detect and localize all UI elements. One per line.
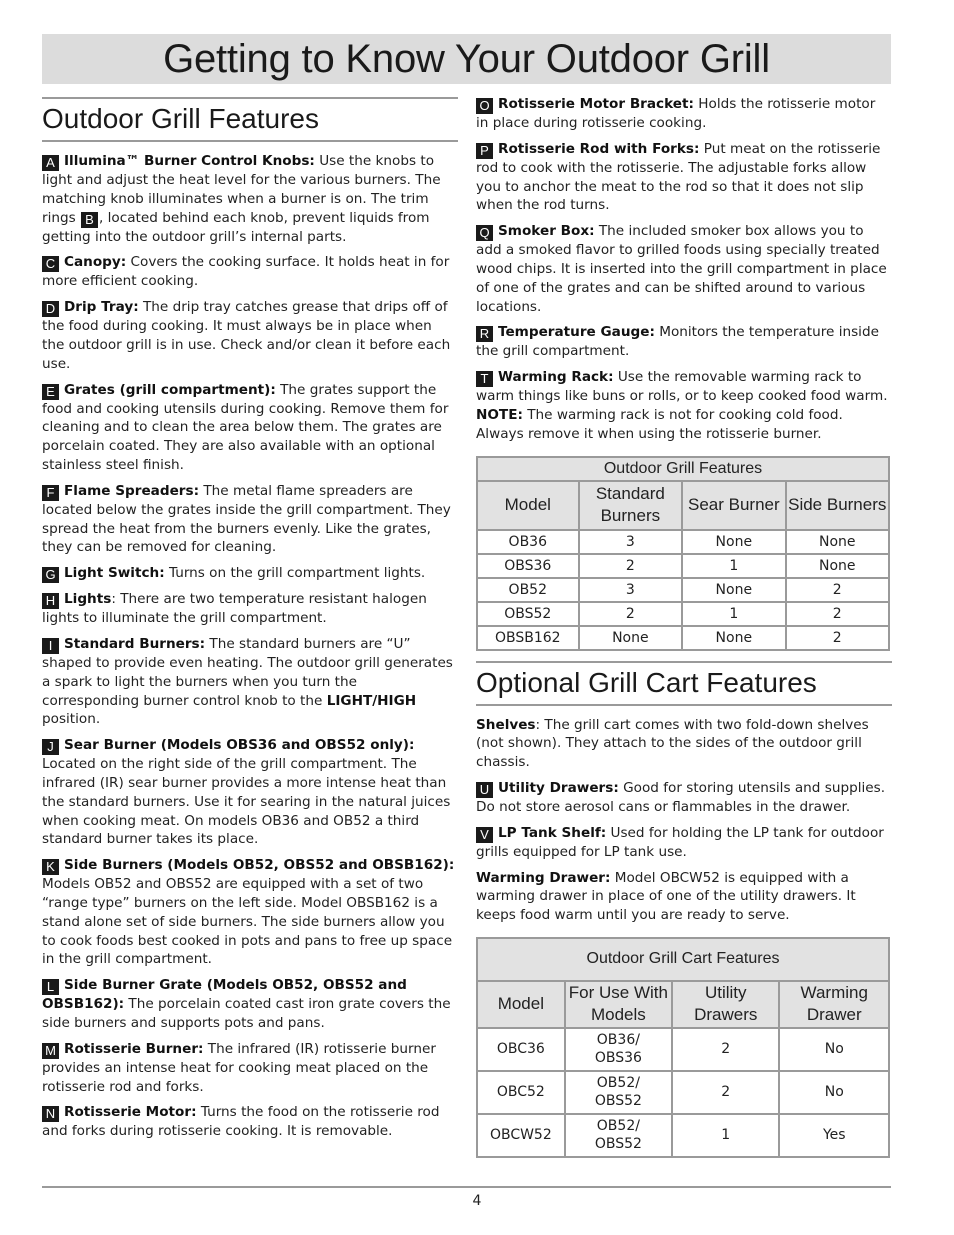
feature-letter-badge: P [476,143,493,159]
feature-item [42,736,458,849]
table-cell: OB52/ OBS52 [565,1114,672,1157]
features-heading: Outdoor Grill Features [42,103,319,134]
column-header: For Use With Models [565,981,672,1028]
table-row [477,1028,889,1071]
feature-title: Standard Burners: [64,635,206,652]
table-row [477,626,889,650]
feature-title: Rotisserie Motor Bracket: [498,96,694,112]
feature-title: Warming Drawer: [476,869,611,886]
table-row [477,1114,889,1157]
column-header: Model [477,981,565,1028]
feature-item [42,856,458,969]
feature-letter-badge: B [81,212,98,228]
table-cell: None [682,626,785,650]
cart-table [476,937,890,1158]
right-feature-list [476,95,892,444]
feature-text: position. [42,711,101,728]
cart-heading-block [476,661,892,706]
feature-text: : The grill cart comes with two fold-down shelves (not shown). They attach to the sides of the outdoor grill chassis. [476,716,869,771]
cart-feature-list [476,716,892,925]
table-cell: 1 [672,1114,779,1157]
column-header: Warming Drawer [779,981,889,1028]
feature-emphasis: NOTE: [476,406,523,423]
feature-text: The metal flame spreaders are located below the grates inside the grill compartment. They spread the heat from the burners evenly. Like the grates, they can be removed for cleaning. [42,482,451,556]
feature-title: Rotisserie Burner: [64,1040,204,1057]
feature-letter-badge: F [42,485,59,501]
table-cell: 2 [672,1028,779,1071]
feature-text: The porcelain coated cast iron grate covers the side burners and supports pots and pans. [42,996,451,1031]
feature-item [476,779,892,817]
table-row [477,602,889,626]
table-row [477,530,889,554]
feature-text: Turns the food on the rotisserie rod and forks during rotisserie cooking. It is removable. [42,1104,440,1140]
feature-title: Illumina™ Burner Control Knobs: [64,153,315,169]
feature-emphasis: LIGHT/HIGH [326,692,417,709]
page-title: Getting to Know Your Outdoor Grill [163,37,770,81]
feature-text: The standard burners are “U” shaped to provide even heating. The outdoor grill generates a spark to light the burners when you turn the corresponding burner control knob to the [42,635,453,709]
table-cell: 1 [682,554,785,578]
table-cell: OB36 [477,530,579,554]
feature-letter-badge: Q [476,225,493,241]
column-header: Side Burners [786,481,890,530]
feature-title: Utility Drawers: [498,779,619,796]
table-cell: OB52/ OBS52 [565,1071,672,1114]
feature-title: Temperature Gauge: [498,324,655,341]
feature-text: Holds the rotisserie motor in place during rotisserie cooking. [476,96,876,131]
features-heading-block [42,97,458,142]
feature-text: : There are two temperature resistant halogen lights to illuminate the grill compartment. [42,591,427,627]
table-row [477,578,889,602]
table-cell: No [779,1071,889,1114]
feature-item [42,635,458,729]
feature-letter-badge: G [42,567,59,583]
feature-text: Used for holding the LP tank for outdoor grills equipped for LP tank use. [476,824,884,860]
column-header: Standard Burners [579,481,683,530]
table-cell: 1 [682,602,785,626]
table-cell: 2 [672,1071,779,1114]
feature-text: The included smoker box allows you to add a smoked flavor to grilled foods using specially treated wood chips. It is inserted into the grill compartment in place of one of the grates and can be shifted around to various locations. [476,223,887,315]
table-cell: 2 [786,578,890,602]
table-cell: None [786,554,890,578]
table-cell: None [682,578,785,602]
feature-letter-badge: H [42,593,59,609]
feature-title: Light Switch: [64,565,165,582]
feature-title: Rotisserie Motor: [64,1104,197,1121]
column-header: Utility Drawers [672,981,779,1028]
feature-title: Rotisserie Rod with Forks: [498,140,700,157]
feature-letter-badge: K [42,859,59,875]
table-cell: OB52 [477,578,579,602]
table-cell: 2 [579,554,683,578]
feature-letter-badge: V [476,827,493,843]
cart-table-header [477,981,889,1028]
feature-item [42,564,458,583]
table-row [477,1071,889,1114]
feature-text: Good for storing utensils and supplies. Do not store aerosol cans or flammables in the drawer. [476,779,886,815]
table-cell: Yes [779,1114,889,1157]
feature-item [42,976,458,1033]
cart-heading: Optional Grill Cart Features [476,666,817,698]
feature-text: The grates support the food and cooking utensils during cooking. Remove them for cleaning and to clean the area below them. The grates are porcelain coated. They are also available with an optional stainless steel finish. [42,381,449,473]
table-cell: 3 [579,578,683,602]
table-cell: None [579,626,683,650]
feature-title: Grates (grill compartment): [64,381,276,398]
feature-text: Models OB52 and OBS52 are equipped with a set of two “range type” burners on the left side. Model OBSB162 is a stand alone set of side burners. The side burners allow you to cook foods best cooked in pots and pans to free up space in the grill compartment. [42,876,453,968]
feature-letter-badge: A [42,155,59,171]
page-number: 4 [472,1193,482,1209]
feature-item [42,1040,458,1097]
feature-title: LP Tank Shelf: [498,824,607,841]
feature-item [476,140,892,215]
right-column [476,95,892,1158]
feature-text: The warming rack is not for cooking cold food. Always remove it when using the rotisserie burner. [476,406,843,442]
feature-title: Drip Tray: [64,299,139,316]
feature-title: Flame Spreaders: [64,482,200,499]
table-cell: None [682,530,785,554]
features-table [476,456,890,651]
feature-item [42,253,458,291]
feature-text: Model OBCW52 is equipped with a warming drawer in place of one of the utility drawers. It keeps food warm until you are ready to serve. [476,869,856,924]
column-header: Model [477,481,579,530]
feature-letter-badge: N [42,1106,59,1122]
table-cell: OBC52 [477,1071,565,1114]
feature-text: Turns on the grill compartment lights. [164,565,426,582]
footer-divider [42,1186,891,1188]
table-cell: 2 [786,626,890,650]
feature-item [42,482,458,557]
table-cell: OBSB162 [477,626,579,650]
feature-title: Side Burner Grate (Models OB52, OBS52 and OBSB162): [42,977,407,1013]
cart-table-caption: Outdoor Grill Cart Features [477,938,889,981]
title-banner [42,34,891,84]
features-table-caption: Outdoor Grill Features [477,457,889,481]
table-cell: OBS36 [477,554,579,578]
features-table-header [477,481,889,530]
table-cell: None [786,530,890,554]
table-cell: OBS52 [477,602,579,626]
feature-item [42,590,458,628]
feature-text: The infrared (IR) rotisserie burner provides an intense heat for cooking meat placed on the rotisserie rod and forks. [42,1040,436,1095]
table-cell: OB36/ OBS36 [565,1028,672,1071]
feature-item [42,1103,458,1141]
feature-title: Shelves [476,716,536,733]
left-column [42,97,458,1148]
feature-item [42,152,458,246]
feature-text: Monitors the temperature inside the grill compartment. [476,324,879,360]
feature-letter-badge: U [476,782,493,798]
table-cell: No [779,1028,889,1071]
feature-item [476,222,892,316]
feature-item [476,323,892,361]
feature-letter-badge: I [42,638,59,654]
feature-letter-badge: E [42,384,59,400]
feature-text: Use the removable warming rack to warm things like buns or rolls, or to keep cooked food warm. [476,369,888,405]
feature-title: Warming Rack: [498,369,614,386]
feature-title: Side Burners (Models OB52, OBS52 and OBSB162): [64,857,455,874]
column-header: Sear Burner [682,481,785,530]
feature-text: Located on the right side of the grill compartment. The infrared (IR) sear burner provides a more intense heat than the standard burners. Use it for searing in the natural juices when cooking meat. On models OB36 and OB52 a third standard burner takes its place. [42,756,451,848]
feature-item [476,716,892,772]
feature-text: Put meat on the rotisserie rod to cook with the rotisserie. The adjustable forks allow you to anchor the meat to the rod so that it does not slip when the rod turns. [476,140,881,214]
table-row [477,554,889,578]
feature-letter-badge: L [42,979,59,995]
feature-text: Use the knobs to light and adjust the heat level for the various burners. The matching knob illuminates when a burner is on. The trim rings [42,153,441,226]
feature-letter-badge: R [476,326,493,342]
table-cell: OBC36 [477,1028,565,1071]
feature-letter-badge: D [42,301,59,317]
feature-title: Sear Burner (Models OBS36 and OBS52 only): [64,737,415,754]
feature-text: , located behind each knob, prevent liquids from getting into the outdoor grill’s internal parts. [42,209,430,245]
feature-title: Canopy: [64,254,127,271]
feature-item [476,869,892,925]
feature-item [476,824,892,862]
feature-item [42,298,458,373]
feature-text: Covers the cooking surface. It holds heat in for more efficient cooking. [42,254,450,290]
feature-item [42,381,458,475]
feature-item [476,368,892,443]
feature-letter-badge: M [42,1043,59,1059]
feature-letter-badge: T [476,371,493,387]
feature-letter-badge: J [42,739,59,755]
feature-title: Lights [64,591,112,608]
feature-item [476,95,892,133]
table-cell: OBCW52 [477,1114,565,1157]
feature-title: Smoker Box: [498,223,595,240]
table-cell: 2 [579,602,683,626]
left-feature-list [42,152,458,1141]
table-cell: 2 [786,602,890,626]
feature-text: The drip tray catches grease that drips off of the food during cooking. It must always be in place when the outdoor grill is in use. Check and/or clean it before each use. [42,299,451,372]
feature-letter-badge: O [476,98,493,114]
feature-letter-badge: C [42,256,59,272]
table-cell: 3 [579,530,683,554]
